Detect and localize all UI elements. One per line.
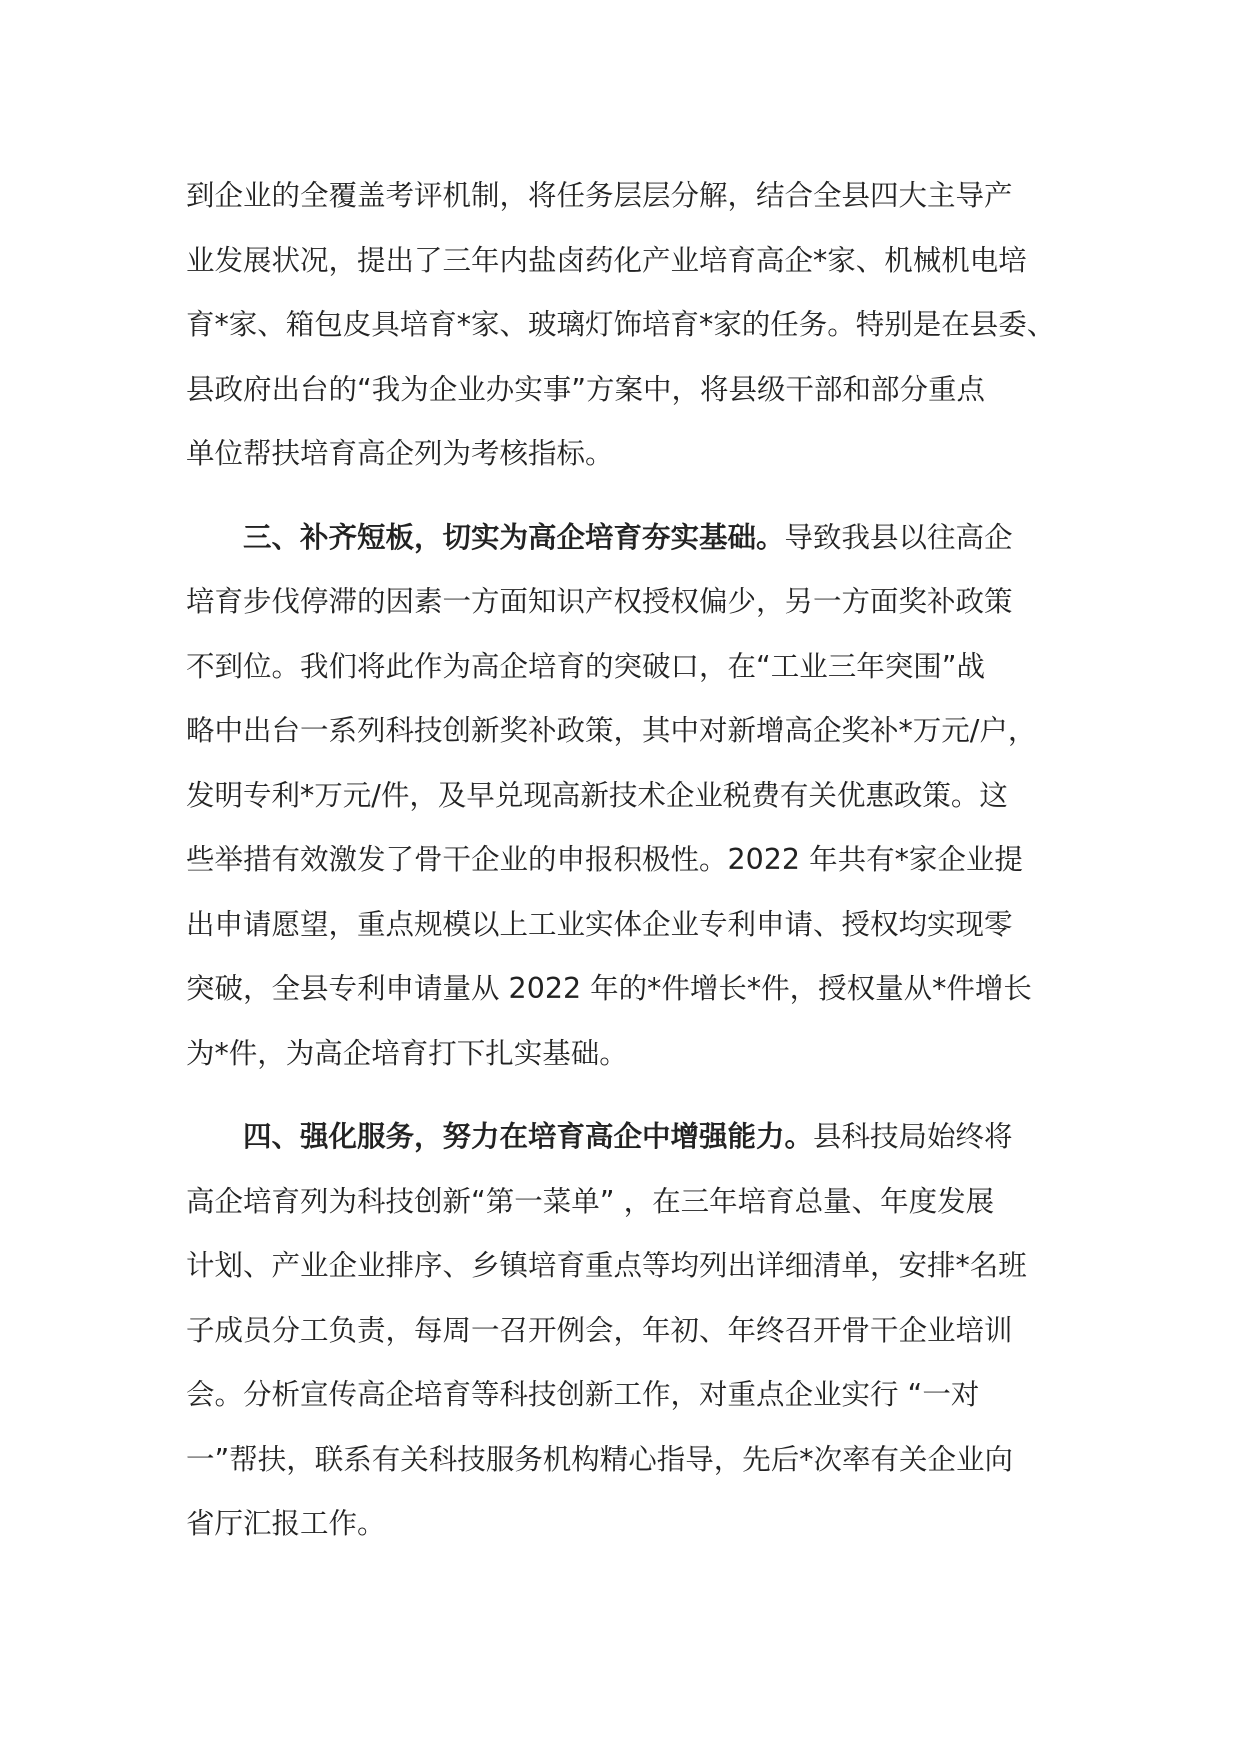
text-line: 会。分析宣传高企培育等科技创新工作，对重点企业实行 “一对: [186, 1378, 980, 1411]
text-line: 育*家、箱包皮具培育*家、玻璃灯饰培育*家的任务。特别是在县委、: [186, 308, 1056, 341]
text-line: [186, 1105, 1056, 1170]
section-four-heading: 四、强化服务，努力在培育高企中增强能力。: [243, 1120, 814, 1153]
paragraph-section-four: [186, 1105, 1056, 1557]
text-line: 略中出台一系列科技创新奖补政策，其中对新增高企奖补*万元/户，: [186, 714, 1037, 747]
text-line: 省厅汇报工作。: [186, 1507, 386, 1540]
text-line: 一”帮扶，联系有关科技服务机构精心指导，先后*次率有关企业向: [186, 1442, 1014, 1476]
text-line: 培育步伐停滞的因素一方面知识产权授权偏少，另一方面奖补政策: [186, 585, 1013, 618]
paragraph-assessment-mechanism: [186, 164, 1056, 487]
text-line: 单位帮扶培育高企列为考核指标。: [186, 437, 614, 470]
paragraph-section-three: [186, 506, 1056, 1087]
text-line: [186, 506, 1056, 571]
text-line: 业发展状况，提出了三年内盐卤药化产业培育高企*家、机械机电培: [186, 243, 1027, 277]
text-line: 不到位。我们将此作为高企培育的突破口，在“工业三年突围”战: [186, 649, 986, 683]
text-line: 突破，全县专利申请量从 2022 年的*件增长*件，授权量从*件增长: [186, 972, 1032, 1005]
document-body: [186, 164, 1056, 1557]
section-three-lead-rest: 导致我县以往高企: [784, 520, 1013, 554]
text-line: 计划、产业企业排序、乡镇培育重点等均列出详细清单，安排*名班: [186, 1249, 1027, 1282]
text-line: 发明专利*万元/件，及早兑现高新技术企业税费有关优惠政策。这: [186, 778, 1008, 812]
text-line: 些举措有效激发了骨干企业的申报积极性。2022 年共有*家企业提: [186, 843, 1023, 876]
text-line: 县政府出台的“我为企业办实事”方案中，将县级干部和部分重点: [186, 372, 986, 406]
section-four-lead-rest: 县科技局始终将: [813, 1120, 1013, 1153]
text-line: 为*件，为高企培育打下扎实基础。: [186, 1036, 628, 1070]
text-line: 出申请愿望，重点规模以上工业实体企业专利申请、授权均实现零: [186, 907, 1013, 941]
text-line: 高企培育列为科技创新“第一菜单” ，在三年培育总量、年度发展: [186, 1184, 995, 1218]
section-three-heading: 三、补齐短板，切实为高企培育夯实基础。: [243, 520, 785, 554]
text-line: 到企业的全覆盖考评机制，将任务层层分解，结合全县四大主导产: [186, 179, 1013, 212]
text-line: 子成员分工负责，每周一召开例会，年初、年终召开骨干企业培训: [186, 1313, 1013, 1347]
